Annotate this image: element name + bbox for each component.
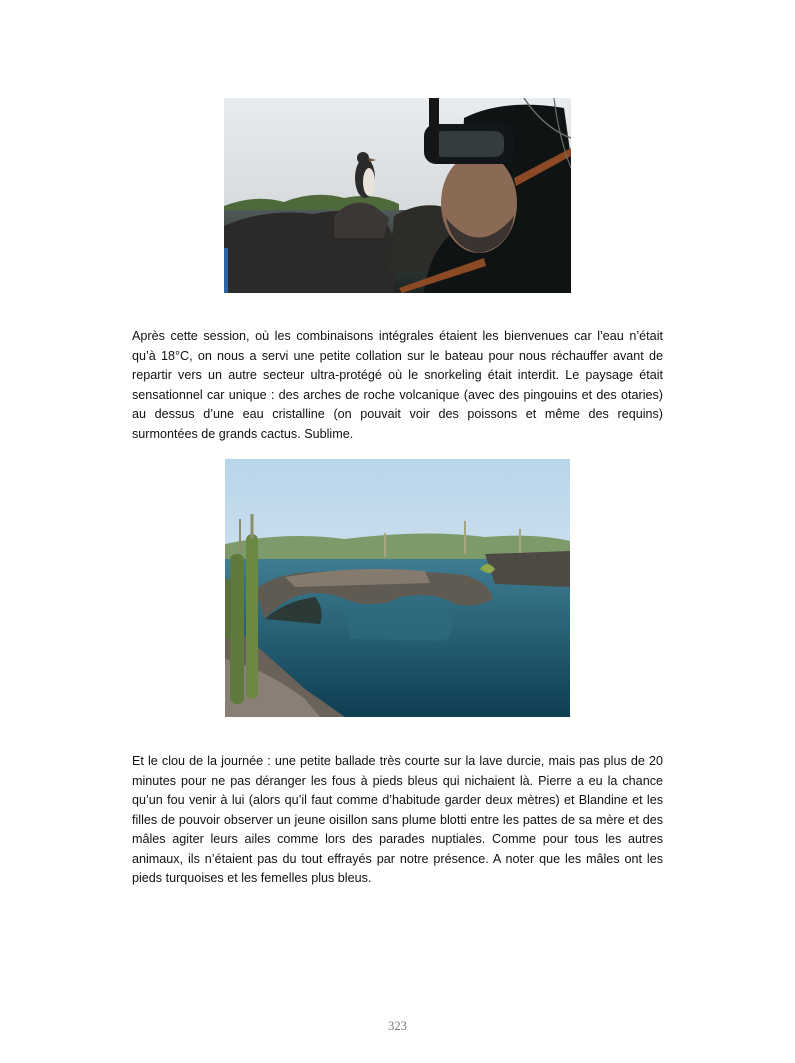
paragraph-1: Après cette session, où les combinaisons intégrales étaient les bienvenues car l’eau n’était qu’à 18°C, on nous a servi une petite collation sur le bateau pour nous réchauffer avant de repartir vers un autre secteur ultra-protégé où le snorkeling était interdit. Le paysage était sensationnel car unique : des arches de roche volcanique (avec des pingouins et des otaries) au dessus d’une eau cristalline (on pouvait voir des poissons et même des requins) surmontées de grands cactus. Sublime. — [132, 329, 663, 441]
selfie-snorkel-penguin-photo — [224, 98, 571, 293]
paragraph-2: Et le clou de la journée : une petite ballade très courte sur la lave durcie, mais pas plus de 20 minutes pour ne pas déranger les fous à pieds bleus qui nichaient là. Pierre a eu la chance qu’un fou venir à lui (alors qu’il faut comme d’habitude garder deux mètres) et Blandine et les filles de pouvoir observer un jeune oisillon sans plume blotti entre les pattes de sa mère et des mâles agiter leurs ailes comme lors des parades nuptiales. Comme pour tous les autres animaux, ils n’étaient pas du tout effrayés par notre présence. A noter que les mâles ont les pieds turquoises et les femelles plus bleus. — [132, 754, 663, 885]
lava-arch-lagoon-photo — [225, 459, 570, 717]
page-number: 323 — [388, 1019, 407, 1033]
